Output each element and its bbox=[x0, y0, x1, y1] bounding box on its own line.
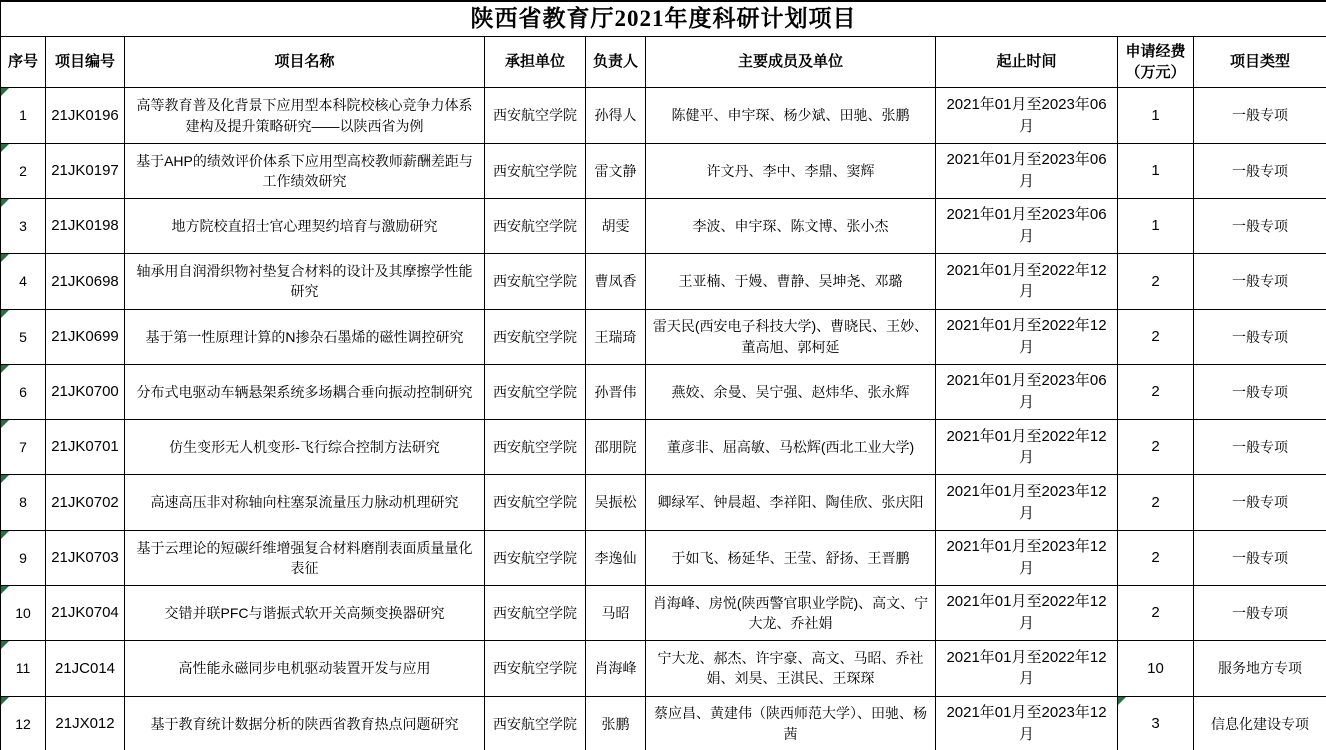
cell-leader[interactable]: 王瑞琦 bbox=[586, 309, 646, 364]
cell-index[interactable]: 2 bbox=[1, 143, 46, 198]
cell-code[interactable]: 21JK0701 bbox=[46, 420, 125, 475]
cell-code[interactable]: 21JK0700 bbox=[46, 364, 125, 419]
cell-leader[interactable]: 吴振松 bbox=[586, 475, 646, 530]
cell-type[interactable]: 一般专项 bbox=[1194, 420, 1326, 475]
cell-unit[interactable]: 西安航空学院 bbox=[485, 585, 586, 640]
cell-name[interactable]: 基于教育统计数据分析的陕西省教育热点问题研究 bbox=[125, 696, 485, 750]
table-row bbox=[1, 585, 1326, 640]
cell-type[interactable]: 信息化建设专项 bbox=[1194, 696, 1326, 750]
col-header-members[interactable]: 主要成员及单位 bbox=[646, 37, 936, 88]
cell-leader[interactable]: 邵朋院 bbox=[586, 420, 646, 475]
cell-type[interactable]: 一般专项 bbox=[1194, 475, 1326, 530]
title-row bbox=[1, 1, 1326, 37]
cell-type[interactable]: 一般专项 bbox=[1194, 88, 1326, 143]
cell-period[interactable]: 2021年01月至2022年12月 bbox=[936, 641, 1118, 696]
cell-index[interactable]: 11 bbox=[1, 641, 46, 696]
table-row bbox=[1, 641, 1326, 696]
cell-fee[interactable]: 3 bbox=[1118, 696, 1194, 750]
cell-error-indicator-icon bbox=[1, 586, 9, 594]
cell-type[interactable]: 一般专项 bbox=[1194, 530, 1326, 585]
cell-name[interactable]: 高速高压非对称轴向柱塞泵流量压力脉动机理研究 bbox=[125, 475, 485, 530]
cell-name[interactable]: 轴承用自润滑织物衬垫复合材料的设计及其摩擦学性能研究 bbox=[125, 254, 485, 309]
cell-period[interactable]: 2021年01月至2023年06月 bbox=[936, 199, 1118, 254]
cell-leader[interactable]: 胡雯 bbox=[586, 199, 646, 254]
cell-index[interactable]: 7 bbox=[1, 420, 46, 475]
table-row bbox=[1, 88, 1326, 143]
cell-period[interactable]: 2021年01月至2023年12月 bbox=[936, 696, 1118, 750]
cell-members[interactable]: 雷天民(西安电子科技大学)、曹晓民、王妙、董高旭、郭柯延 bbox=[646, 309, 936, 364]
cell-period[interactable]: 2021年01月至2022年12月 bbox=[936, 309, 1118, 364]
table-row bbox=[1, 475, 1326, 530]
cell-index[interactable]: 3 bbox=[1, 199, 46, 254]
table-row bbox=[1, 696, 1326, 750]
cell-type[interactable]: 一般专项 bbox=[1194, 309, 1326, 364]
cell-members[interactable]: 卿绿军、钟晨超、李祥阳、陶佳欣、张庆阳 bbox=[646, 475, 936, 530]
cell-code[interactable]: 21JK0197 bbox=[46, 143, 125, 198]
cell-code[interactable]: 21JK0699 bbox=[46, 309, 125, 364]
cell-members[interactable]: 许文丹、李中、李鼎、窦辉 bbox=[646, 143, 936, 198]
cell-code[interactable]: 21JK0698 bbox=[46, 254, 125, 309]
cell-fee[interactable]: 2 bbox=[1118, 364, 1194, 419]
cell-members[interactable]: 肖海峰、房悦(陕西警官职业学院)、高文、宁大龙、乔社娟 bbox=[646, 585, 936, 640]
page-title[interactable]: 陕西省教育厅2021年度科研计划项目 bbox=[1, 1, 1326, 37]
col-header-index[interactable]: 序号 bbox=[1, 37, 46, 88]
cell-leader[interactable]: 雷文静 bbox=[586, 143, 646, 198]
cell-members[interactable]: 李波、申宇琛、陈文博、张小杰 bbox=[646, 199, 936, 254]
cell-fee[interactable]: 2 bbox=[1118, 420, 1194, 475]
cell-index[interactable]: 8 bbox=[1, 475, 46, 530]
cell-index[interactable]: 6 bbox=[1, 364, 46, 419]
cell-fee[interactable]: 1 bbox=[1118, 199, 1194, 254]
table-header-row bbox=[1, 37, 1326, 88]
cell-unit[interactable]: 西安航空学院 bbox=[485, 641, 586, 696]
cell-unit[interactable]: 西安航空学院 bbox=[485, 254, 586, 309]
cell-period[interactable]: 2021年01月至2023年06月 bbox=[936, 364, 1118, 419]
cell-error-indicator-icon bbox=[1, 475, 9, 483]
cell-code[interactable]: 21JC014 bbox=[46, 641, 125, 696]
cell-leader[interactable]: 曹凤香 bbox=[586, 254, 646, 309]
cell-error-indicator-icon bbox=[1, 420, 9, 428]
cell-unit[interactable]: 西安航空学院 bbox=[485, 364, 586, 419]
cell-unit[interactable]: 西安航空学院 bbox=[485, 475, 586, 530]
cell-period[interactable]: 2021年01月至2023年06月 bbox=[936, 88, 1118, 143]
cell-code[interactable]: 21JX012 bbox=[46, 696, 125, 750]
cell-leader[interactable]: 孙晋伟 bbox=[586, 364, 646, 419]
cell-unit[interactable]: 西安航空学院 bbox=[485, 530, 586, 585]
cell-code[interactable]: 21JK0703 bbox=[46, 530, 125, 585]
cell-members[interactable]: 宁大龙、郝杰、许宇豪、高文、马昭、乔社娟、刘昊、王淇民、王琛琛 bbox=[646, 641, 936, 696]
table-row bbox=[1, 530, 1326, 585]
cell-name[interactable]: 分布式电驱动车辆悬架系统多场耦合垂向振动控制研究 bbox=[125, 364, 485, 419]
cell-leader[interactable]: 马昭 bbox=[586, 585, 646, 640]
cell-type[interactable]: 一般专项 bbox=[1194, 143, 1326, 198]
cell-members[interactable]: 于如飞、杨延华、王莹、舒扬、王晋鹏 bbox=[646, 530, 936, 585]
cell-error-indicator-icon bbox=[1, 310, 9, 318]
cell-fee[interactable]: 2 bbox=[1118, 254, 1194, 309]
cell-unit[interactable]: 西安航空学院 bbox=[485, 309, 586, 364]
col-header-fee[interactable]: 申请经费（万元） bbox=[1118, 37, 1194, 88]
cell-type[interactable]: 一般专项 bbox=[1194, 585, 1326, 640]
cell-error-indicator-icon bbox=[1, 531, 9, 539]
cell-type[interactable]: 一般专项 bbox=[1194, 199, 1326, 254]
cell-type[interactable]: 一般专项 bbox=[1194, 254, 1326, 309]
cell-code[interactable]: 21JK0196 bbox=[46, 88, 125, 143]
cell-period[interactable]: 2021年01月至2022年12月 bbox=[936, 585, 1118, 640]
cell-unit[interactable]: 西安航空学院 bbox=[485, 420, 586, 475]
table-row bbox=[1, 309, 1326, 364]
cell-index[interactable]: 12 bbox=[1, 696, 46, 750]
cell-name[interactable]: 高等教育普及化背景下应用型本科院校核心竞争力体系建构及提升策略研究——以陕西省为例 bbox=[125, 88, 485, 143]
cell-name[interactable]: 地方院校直招士官心理契约培育与激励研究 bbox=[125, 199, 485, 254]
col-header-unit[interactable]: 承担单位 bbox=[485, 37, 586, 88]
cell-members[interactable]: 蔡应昌、黄建伟（陕西师范大学）、田驰、杨茜 bbox=[646, 696, 936, 750]
cell-name[interactable]: 交错并联PFC与谐振式软开关高频变换器研究 bbox=[125, 585, 485, 640]
cell-leader[interactable]: 张鹏 bbox=[586, 696, 646, 750]
cell-members[interactable]: 董彦非、屈高敏、马松辉(西北工业大学) bbox=[646, 420, 936, 475]
cell-unit[interactable]: 西安航空学院 bbox=[485, 696, 586, 750]
cell-code[interactable]: 21JK0704 bbox=[46, 585, 125, 640]
table-row bbox=[1, 199, 1326, 254]
cell-error-indicator-icon bbox=[1, 697, 9, 705]
table-row bbox=[1, 254, 1326, 309]
cell-leader[interactable]: 肖海峰 bbox=[586, 641, 646, 696]
cell-fee[interactable]: 2 bbox=[1118, 475, 1194, 530]
cell-period[interactable]: 2021年01月至2023年12月 bbox=[936, 475, 1118, 530]
cell-period[interactable]: 2021年01月至2023年06月 bbox=[936, 143, 1118, 198]
cell-leader[interactable]: 孙得人 bbox=[586, 88, 646, 143]
cell-unit[interactable]: 西安航空学院 bbox=[485, 88, 586, 143]
col-header-period[interactable]: 起止时间 bbox=[936, 37, 1118, 88]
cell-fee[interactable]: 2 bbox=[1118, 309, 1194, 364]
cell-name[interactable]: 仿生变形无人机变形-飞行综合控制方法研究 bbox=[125, 420, 485, 475]
cell-members[interactable]: 陈健平、申宇琛、杨少斌、田驰、张鹏 bbox=[646, 88, 936, 143]
cell-name[interactable]: 基于云理论的短碳纤维增强复合材料磨削表面质量量化表征 bbox=[125, 530, 485, 585]
cell-name[interactable]: 高性能永磁同步电机驱动装置开发与应用 bbox=[125, 641, 485, 696]
col-header-type[interactable]: 项目类型 bbox=[1194, 37, 1326, 88]
cell-unit[interactable]: 西安航空学院 bbox=[485, 199, 586, 254]
cell-code[interactable]: 21JK0702 bbox=[46, 475, 125, 530]
cell-fee[interactable]: 1 bbox=[1118, 143, 1194, 198]
cell-code[interactable]: 21JK0198 bbox=[46, 199, 125, 254]
table-row bbox=[1, 420, 1326, 475]
cell-members[interactable]: 燕姣、余曼、吴宁强、赵炜华、张永辉 bbox=[646, 364, 936, 419]
cell-index[interactable]: 9 bbox=[1, 530, 46, 585]
cell-fee[interactable]: 2 bbox=[1118, 530, 1194, 585]
cell-period[interactable]: 2021年01月至2023年12月 bbox=[936, 530, 1118, 585]
cell-error-indicator-icon bbox=[1, 144, 9, 152]
cell-error-indicator-icon bbox=[1, 365, 9, 373]
cell-index[interactable]: 5 bbox=[1, 309, 46, 364]
cell-fee[interactable]: 2 bbox=[1118, 585, 1194, 640]
cell-type[interactable]: 一般专项 bbox=[1194, 364, 1326, 419]
cell-leader[interactable]: 李逸仙 bbox=[586, 530, 646, 585]
cell-index[interactable]: 1 bbox=[1, 88, 46, 143]
cell-fee[interactable]: 10 bbox=[1118, 641, 1194, 696]
cell-name[interactable]: 基于第一性原理计算的N掺杂石墨烯的磁性调控研究 bbox=[125, 309, 485, 364]
col-header-name[interactable]: 项目名称 bbox=[125, 37, 485, 88]
cell-fee[interactable]: 1 bbox=[1118, 88, 1194, 143]
cell-type[interactable]: 服务地方专项 bbox=[1194, 641, 1326, 696]
table-row bbox=[1, 364, 1326, 419]
cell-members[interactable]: 王亚楠、于嫚、曹静、吴坤尧、邓璐 bbox=[646, 254, 936, 309]
cell-index[interactable]: 10 bbox=[1, 585, 46, 640]
col-header-code[interactable]: 项目编号 bbox=[46, 37, 125, 88]
cell-period[interactable]: 2021年01月至2022年12月 bbox=[936, 254, 1118, 309]
cell-unit[interactable]: 西安航空学院 bbox=[485, 143, 586, 198]
table-row bbox=[1, 143, 1326, 198]
col-header-leader[interactable]: 负责人 bbox=[586, 37, 646, 88]
cell-error-indicator-icon bbox=[1, 254, 9, 262]
cell-error-indicator-icon bbox=[1118, 697, 1126, 705]
cell-error-indicator-icon bbox=[1, 88, 9, 96]
cell-error-indicator-icon bbox=[1, 641, 9, 649]
cell-error-indicator-icon bbox=[1, 199, 9, 207]
cell-period[interactable]: 2021年01月至2022年12月 bbox=[936, 420, 1118, 475]
cell-index[interactable]: 4 bbox=[1, 254, 46, 309]
cell-name[interactable]: 基于AHP的绩效评价体系下应用型高校教师薪酬差距与工作绩效研究 bbox=[125, 143, 485, 198]
